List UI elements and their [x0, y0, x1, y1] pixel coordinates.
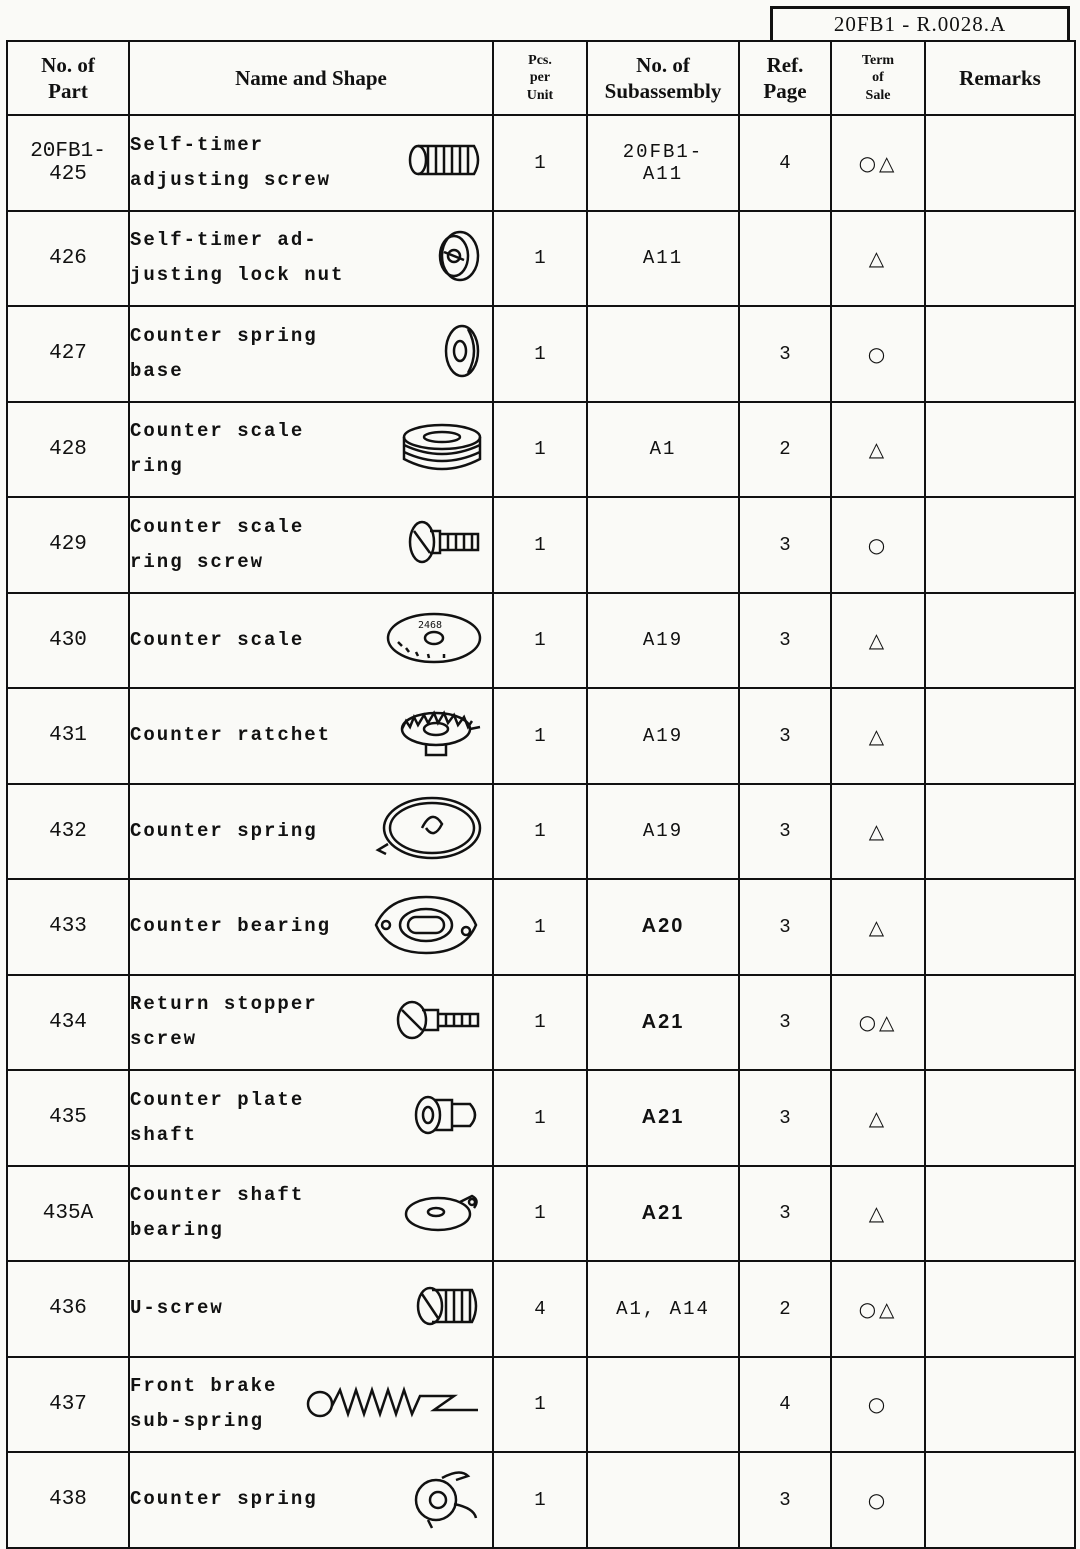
table-row	[7, 1166, 1075, 1262]
term-of-sale: △	[831, 211, 925, 307]
part-name-cell	[129, 1166, 493, 1262]
part-name-cell	[129, 1070, 493, 1166]
remarks	[925, 593, 1075, 689]
table-row	[7, 306, 1075, 402]
term-of-sale: ○	[831, 497, 925, 593]
term-of-sale: △	[831, 1166, 925, 1262]
header-part-no-label: No. of Part	[41, 52, 95, 103]
subassembly-number: A1	[587, 402, 739, 498]
remarks	[925, 211, 1075, 307]
slotted-screw-icon	[404, 517, 484, 572]
subassembly-number: A21	[587, 1166, 739, 1262]
parts-table	[6, 40, 1076, 1549]
part-name-cell	[129, 1261, 493, 1357]
subassembly-number: A19	[587, 593, 739, 689]
u-screw-icon	[412, 1284, 484, 1333]
subassembly-number: A20	[587, 879, 739, 975]
term-of-sale: △	[831, 688, 925, 784]
part-name: Self-timer ad- justing lock nut	[130, 229, 345, 287]
part-number: 437	[7, 1357, 129, 1453]
table-row	[7, 1357, 1075, 1453]
coil-spring-icon	[374, 794, 484, 869]
table-row	[7, 1070, 1075, 1166]
part-number: 435	[7, 1070, 129, 1166]
part-name-cell	[129, 497, 493, 593]
term-of-sale: ○△	[831, 115, 925, 211]
wire-spring-icon	[398, 1464, 484, 1535]
remarks	[925, 115, 1075, 211]
reference-page: 4	[739, 115, 831, 211]
part-number: 431	[7, 688, 129, 784]
term-of-sale: ○	[831, 1452, 925, 1548]
reference-page	[739, 211, 831, 307]
header-name-shape	[129, 41, 493, 115]
shaft-bearing-icon	[400, 1186, 484, 1241]
part-name: Counter spring	[130, 1488, 318, 1511]
subassembly-number	[587, 1357, 739, 1453]
reference-page: 3	[739, 1452, 831, 1548]
part-name: Counter bearing	[130, 915, 332, 938]
part-number: 20FB1- 425	[7, 115, 129, 211]
remarks	[925, 1261, 1075, 1357]
table-row	[7, 975, 1075, 1071]
pieces-per-unit: 1	[493, 1357, 587, 1453]
reference-page: 3	[739, 1070, 831, 1166]
subassembly-number: A1, A14	[587, 1261, 739, 1357]
header-term-of-sale	[831, 41, 925, 115]
part-name-cell	[129, 1452, 493, 1548]
extension-spring-icon	[304, 1382, 484, 1427]
part-name-cell	[129, 593, 493, 689]
pieces-per-unit: 1	[493, 1070, 587, 1166]
part-name: Counter scale ring	[130, 420, 305, 478]
part-number: 435A	[7, 1166, 129, 1262]
header-name-shape-label: Name and Shape	[235, 65, 387, 90]
reference-page: 3	[739, 593, 831, 689]
table-row	[7, 497, 1075, 593]
table-row	[7, 593, 1075, 689]
term-of-sale: △	[831, 879, 925, 975]
lock-nut-icon	[434, 228, 484, 289]
part-number: 429	[7, 497, 129, 593]
subassembly-number	[587, 497, 739, 593]
remarks	[925, 402, 1075, 498]
part-number: 430	[7, 593, 129, 689]
part-name: Counter plate shaft	[130, 1088, 305, 1146]
part-name-cell	[129, 879, 493, 975]
pieces-per-unit: 1	[493, 1166, 587, 1262]
pieces-per-unit: 1	[493, 115, 587, 211]
remarks	[925, 497, 1075, 593]
pieces-per-unit: 1	[493, 1452, 587, 1548]
part-name: Front brake sub-spring	[130, 1375, 278, 1433]
washer-icon	[440, 321, 484, 386]
subassembly-number	[587, 1452, 739, 1548]
part-name: Return stopper screw	[130, 993, 318, 1051]
part-name-cell	[129, 975, 493, 1071]
part-name-cell	[129, 402, 493, 498]
reference-page: 2	[739, 1261, 831, 1357]
reference-page: 3	[739, 1166, 831, 1262]
ratchet-icon	[394, 705, 484, 766]
part-number: 427	[7, 306, 129, 402]
part-name-cell	[129, 306, 493, 402]
term-of-sale: △	[831, 593, 925, 689]
subassembly-number: A21	[587, 1070, 739, 1166]
part-name-cell	[129, 688, 493, 784]
pieces-per-unit: 1	[493, 688, 587, 784]
header-ref-page	[739, 41, 831, 115]
table-header-row	[7, 41, 1075, 115]
remarks	[925, 1166, 1075, 1262]
part-name: Counter spring	[130, 819, 318, 842]
header-subassembly	[587, 41, 739, 115]
term-of-sale: ○△	[831, 1261, 925, 1357]
term-of-sale: △	[831, 402, 925, 498]
pieces-per-unit: 1	[493, 306, 587, 402]
header-term-label: Term of Sale	[861, 52, 895, 103]
header-pcs-label: Pcs. per Unit	[526, 52, 554, 103]
part-name-cell	[129, 1357, 493, 1453]
stopper-screw-icon	[394, 998, 484, 1047]
pieces-per-unit: 1	[493, 211, 587, 307]
svg-text:2468: 2468	[418, 619, 443, 631]
header-part-no	[7, 41, 129, 115]
pieces-per-unit: 1	[493, 784, 587, 880]
part-name: Self-timer adjusting screw	[130, 133, 332, 191]
remarks	[925, 688, 1075, 784]
part-name: Counter shaft bearing	[130, 1184, 305, 1242]
reference-page: 4	[739, 1357, 831, 1453]
pieces-per-unit: 1	[493, 402, 587, 498]
remarks	[925, 306, 1075, 402]
pieces-per-unit: 1	[493, 497, 587, 593]
part-number: 428	[7, 402, 129, 498]
term-of-sale: ○	[831, 306, 925, 402]
part-number: 438	[7, 1452, 129, 1548]
document-code: 20FB1 - R.0028.A	[770, 6, 1070, 40]
part-number: 434	[7, 975, 129, 1071]
bearing-plate-icon	[368, 891, 484, 962]
part-number: 426	[7, 211, 129, 307]
pieces-per-unit: 1	[493, 975, 587, 1071]
table-row	[7, 879, 1075, 975]
pieces-per-unit: 1	[493, 593, 587, 689]
remarks	[925, 1070, 1075, 1166]
reference-page: 3	[739, 688, 831, 784]
pieces-per-unit: 4	[493, 1261, 587, 1357]
part-name: Counter scale ring screw	[130, 515, 305, 573]
remarks	[925, 975, 1075, 1071]
part-name-cell	[129, 211, 493, 307]
table-row	[7, 402, 1075, 498]
table-row	[7, 211, 1075, 307]
term-of-sale: ○	[831, 1357, 925, 1453]
remarks	[925, 879, 1075, 975]
shaft-icon	[412, 1090, 484, 1145]
part-number: 433	[7, 879, 129, 975]
part-name: U-screw	[130, 1297, 224, 1320]
part-name: Counter spring base	[130, 324, 318, 382]
table-row	[7, 1261, 1075, 1357]
subassembly-number: 20FB1- A11	[587, 115, 739, 211]
header-remarks-label: Remarks	[959, 65, 1041, 90]
part-number: 432	[7, 784, 129, 880]
subassembly-number: A19	[587, 688, 739, 784]
part-name-cell	[129, 784, 493, 880]
remarks	[925, 1357, 1075, 1453]
table-row	[7, 115, 1075, 211]
subassembly-number: A21	[587, 975, 739, 1071]
subassembly-number: A19	[587, 784, 739, 880]
table-row	[7, 1452, 1075, 1548]
pieces-per-unit: 1	[493, 879, 587, 975]
scale-disc-icon	[384, 608, 484, 673]
reference-page: 3	[739, 306, 831, 402]
part-name-cell	[129, 115, 493, 211]
reference-page: 3	[739, 784, 831, 880]
part-name: Counter scale	[130, 628, 305, 651]
reference-page: 3	[739, 497, 831, 593]
header-remarks	[925, 41, 1075, 115]
part-number: 436	[7, 1261, 129, 1357]
screw-icon	[404, 140, 484, 185]
reference-page: 2	[739, 402, 831, 498]
subassembly-number: A11	[587, 211, 739, 307]
remarks	[925, 784, 1075, 880]
part-name: Counter ratchet	[130, 724, 332, 747]
term-of-sale: ○△	[831, 975, 925, 1071]
header-subassembly-label: No. of Subassembly	[604, 52, 722, 103]
table-row	[7, 688, 1075, 784]
reference-page: 3	[739, 975, 831, 1071]
table-row	[7, 784, 1075, 880]
reference-page: 3	[739, 879, 831, 975]
header-ref-page-label: Ref. Page	[763, 52, 807, 103]
term-of-sale: △	[831, 784, 925, 880]
subassembly-number	[587, 306, 739, 402]
ring-stack-icon	[400, 417, 484, 482]
term-of-sale: △	[831, 1070, 925, 1166]
header-pcs-per-unit	[493, 41, 587, 115]
remarks	[925, 1452, 1075, 1548]
